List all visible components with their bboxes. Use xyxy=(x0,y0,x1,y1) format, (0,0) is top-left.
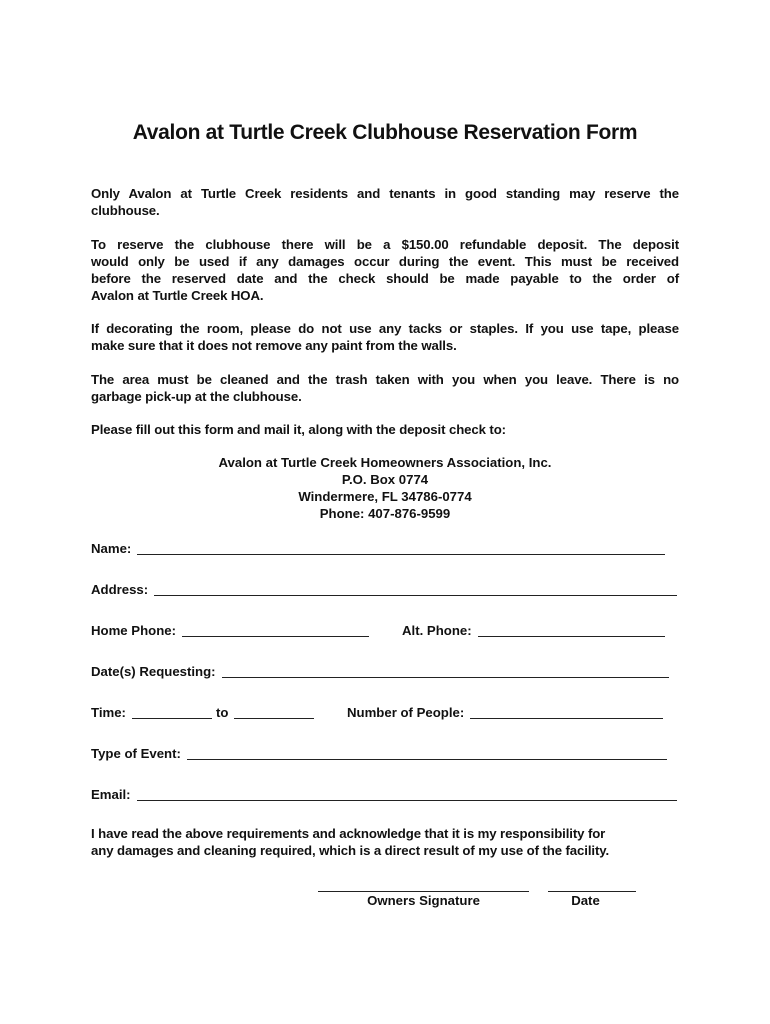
paragraph-line: garbage pick-up at the clubhouse. xyxy=(91,389,302,404)
paragraph-line: Only Avalon at Turtle Creek residents and tenants in good standing may reserve the xyxy=(91,186,679,201)
address-field-row xyxy=(91,581,677,598)
mailing-instruction xyxy=(91,421,679,438)
time-field-row xyxy=(91,704,314,721)
paragraph-line: would only be used if any damages occur during the event. This must be received xyxy=(91,254,679,269)
paragraph-line: The area must be cleaned and the trash taken with you when you leave. There is no xyxy=(91,372,679,387)
address-label: Address: xyxy=(91,582,149,597)
address-phone: Phone: 407-876-9599 xyxy=(319,506,451,521)
eligibility-paragraph xyxy=(91,185,679,219)
paragraph-line: before the reserved date and the check should be made payable to the order of xyxy=(91,271,679,286)
name-label: Name: xyxy=(91,541,132,556)
number-of-people-label: Number of People: xyxy=(347,705,465,720)
number-of-people-input[interactable] xyxy=(470,706,663,719)
time-to-input[interactable] xyxy=(234,706,314,719)
page-title: Avalon at Turtle Creek Clubhouse Reservation Form xyxy=(132,121,638,144)
address-po-box: P.O. Box 0774 xyxy=(341,472,429,487)
name-input[interactable] xyxy=(137,542,665,555)
signature-date-line[interactable] xyxy=(548,891,636,892)
address-city-state-zip: Windermere, FL 34786-0774 xyxy=(298,489,472,504)
paragraph-line: any damages and cleaning required, which is a direct result of my use of the facility. xyxy=(91,843,610,858)
home-phone-label: Home Phone: xyxy=(91,623,176,638)
email-input[interactable] xyxy=(137,788,677,801)
email-label: Email: xyxy=(91,787,131,802)
name-field-row xyxy=(91,540,665,557)
home-phone-input[interactable] xyxy=(182,624,369,637)
dates-requesting-field-row xyxy=(91,663,669,680)
time-from-input[interactable] xyxy=(132,706,212,719)
address-organization: Avalon at Turtle Creek Homeowners Association, Inc. xyxy=(218,455,552,470)
paragraph-line: make sure that it does not remove any paint from the walls. xyxy=(91,338,457,353)
time-to-label: to xyxy=(215,705,229,720)
number-of-people-field-row xyxy=(347,704,663,721)
type-of-event-field-row xyxy=(91,745,667,762)
time-label: Time: xyxy=(91,705,126,720)
paragraph-line: Please fill out this form and mail it, along with the deposit check to: xyxy=(91,422,506,437)
owner-signature-label: Owners Signature xyxy=(367,893,480,908)
dates-requesting-input[interactable] xyxy=(222,665,669,678)
address-input[interactable] xyxy=(154,583,677,596)
owner-signature-line[interactable] xyxy=(318,891,529,892)
email-field-row xyxy=(91,786,677,803)
paragraph-line: Avalon at Turtle Creek HOA. xyxy=(91,288,264,303)
mailing-address xyxy=(90,454,680,522)
type-of-event-label: Type of Event: xyxy=(91,746,181,761)
alt-phone-input[interactable] xyxy=(478,624,665,637)
paragraph-line: To reserve the clubhouse there will be a $150.00 refundable deposit. The deposit xyxy=(91,237,679,252)
home-phone-field-row xyxy=(91,622,369,639)
acknowledgement-paragraph xyxy=(91,825,679,859)
paragraph-line: I have read the above requirements and acknowledge that it is my responsibility for xyxy=(91,826,606,841)
paragraph-line: clubhouse. xyxy=(91,203,160,218)
dates-requesting-label: Date(s) Requesting: xyxy=(91,664,216,679)
type-of-event-input[interactable] xyxy=(187,747,667,760)
paragraph-line: If decorating the room, please do not use any tacks or staples. If you use tape, please xyxy=(91,321,679,336)
alt-phone-field-row xyxy=(402,622,665,639)
decorating-paragraph xyxy=(91,320,679,354)
deposit-paragraph xyxy=(91,236,679,304)
cleanup-paragraph xyxy=(91,371,679,405)
signature-date-label: Date xyxy=(571,893,600,908)
alt-phone-label: Alt. Phone: xyxy=(402,623,472,638)
